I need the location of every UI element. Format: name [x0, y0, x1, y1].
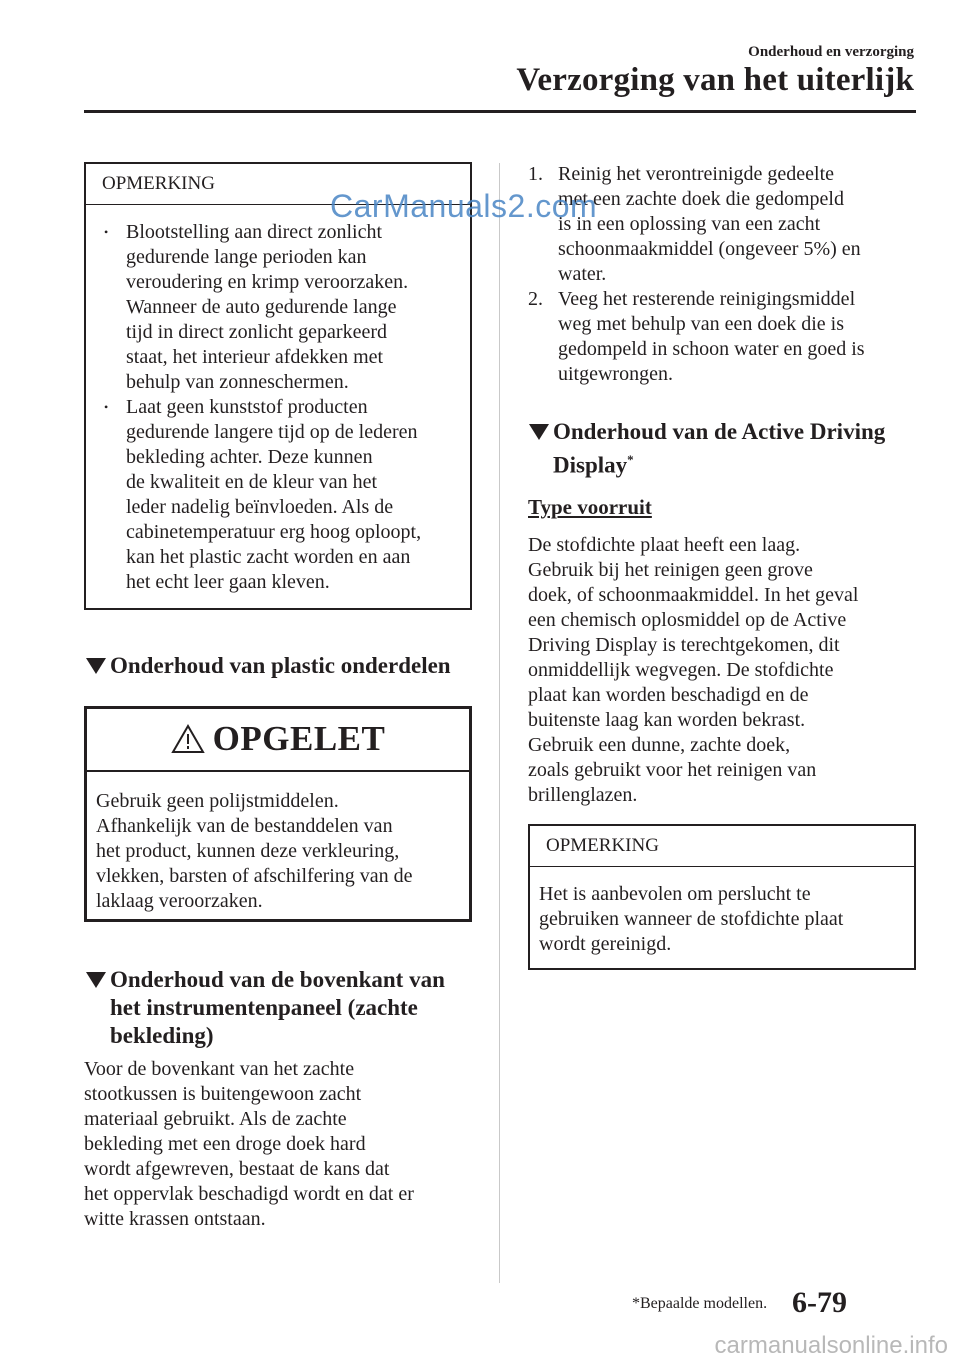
- page-number: 6-79: [792, 1286, 847, 1319]
- chapter-label: Onderhoud en verzorging: [748, 44, 914, 60]
- step-line: weg met behulp van een doek die is: [558, 313, 845, 335]
- note-line: Het is aanbevolen om perslucht te: [539, 883, 811, 905]
- note-line: gebruiken wanneer de stofdichte plaat: [539, 908, 844, 930]
- note-line: wordt gereinigd.: [539, 933, 672, 955]
- paragraph-line: het oppervlak beschadigd wordt en dat er: [84, 1183, 414, 1205]
- note-text: [539, 882, 843, 957]
- triangle-marker-icon: [529, 424, 549, 440]
- caution-line: Gebruik geen polijstmiddelen.: [96, 790, 339, 812]
- step-line: water.: [558, 263, 607, 285]
- section-heading-display: [529, 418, 919, 480]
- section-heading-text: Onderhoud van plastic onderdelen: [110, 653, 451, 678]
- asterisk-mark: *: [627, 452, 634, 467]
- step-line: gedompeld in schoon water en goed is: [558, 338, 865, 360]
- footnote: *Bepaalde modellen.: [632, 1295, 768, 1312]
- section-heading-line: Onderhoud van de bovenkant van: [110, 967, 445, 992]
- bullet-line: gedurende langere tijd op de lederen: [126, 421, 418, 443]
- bullet-item: • Laat geen kunststof producten gedurende langere tijd op de lederen bekleding achter. Deze kunnen de kwaliteit en de kleur van het leder nadelig beïnvloeden. Als de cabinetemperatuur erg hoog oploopt, kan het plastic zacht worden en aan het echt leer gaan kleven.: [104, 396, 422, 593]
- header-rule: [84, 110, 916, 113]
- paragraph-line: onmiddellijk wegvegen. De stofdichte: [528, 659, 834, 681]
- paragraph-line: zoals gebruikt voor het reinigen van: [528, 759, 817, 781]
- paragraph-line: een chemisch oplosmiddel op de Active: [528, 609, 847, 631]
- paragraph-line: brillenglazen.: [528, 784, 638, 806]
- section-heading-line: Display: [553, 452, 628, 478]
- watermark-carmanuals: CarManuals2.com: [330, 188, 598, 224]
- caution-divider: [87, 770, 469, 772]
- caution-box: [84, 706, 472, 922]
- watermark-footer: carmanualsonline.info: [714, 1332, 948, 1359]
- bullet-line: Laat geen kunststof producten: [126, 396, 368, 418]
- paragraph-line: materiaal gebruikt. Als de zachte: [84, 1108, 347, 1130]
- bullet-line: staat, het interieur afdekken met: [126, 346, 384, 368]
- step-line: is in een oplossing van een zacht: [558, 213, 821, 235]
- bullet-line: behulp van zonneschermen.: [126, 371, 349, 393]
- paragraph-line: De stofdichte plaat heeft een laag.: [528, 534, 801, 556]
- paragraph-line: plaat kan worden beschadigd en de: [528, 684, 809, 706]
- triangle-marker-icon: [86, 972, 106, 988]
- caution-line: het product, kunnen deze verkleuring,: [96, 840, 400, 862]
- paragraph-line: witte krassen ontstaan.: [84, 1208, 266, 1230]
- bullet-line: Wanneer de auto gedurende lange: [126, 296, 397, 318]
- section-heading-dashboard: [86, 966, 486, 1050]
- paragraph-line: Driving Display is terechtgekomen, dit: [528, 634, 840, 656]
- bullet-line: het echt leer gaan kleven.: [126, 571, 330, 593]
- note-divider: [530, 866, 914, 867]
- column-divider: [499, 163, 500, 1283]
- warning-triangle-icon: [171, 724, 205, 754]
- bullet-line: de kwaliteit en de kleur van het: [126, 471, 378, 493]
- caution-title: OPGELET: [212, 719, 386, 758]
- paragraph-line: Gebruik een dunne, zachte doek,: [528, 734, 791, 756]
- section-heading-line: Onderhoud van de Active Driving: [553, 419, 886, 444]
- caution-line: laklaag veroorzaken.: [96, 890, 263, 912]
- caution-text: [96, 789, 413, 914]
- step-line: uitgewrongen.: [558, 363, 673, 385]
- dashboard-paragraph: [84, 1057, 414, 1232]
- bullet-line: bekleding achter. Deze kunnen: [126, 446, 373, 468]
- bullet-item: • Blootstelling aan direct zonlicht gedurende lange perioden kan veroudering en krimp veroorzaken. Wanneer de auto gedurende lange tijd in direct zonlicht geparkeerd staat, het interieur afdekken met behulp van zonneschermen.: [104, 221, 409, 393]
- step-line: schoonmaakmiddel (ongeveer 5%) en: [558, 238, 861, 260]
- note-title: OPMERKING: [546, 835, 659, 856]
- paragraph-line: buitenste laag kan worden bekrast.: [528, 709, 806, 731]
- page-title: Verzorging van het uiterlijk: [516, 62, 914, 98]
- step-line: met een zachte doek die gedompeld: [558, 188, 844, 210]
- note-title: OPMERKING: [102, 173, 215, 194]
- triangle-marker-icon: [86, 658, 106, 674]
- caution-line: Afhankelijk van de bestanddelen van: [96, 815, 393, 837]
- step-number: 2.: [528, 288, 543, 310]
- paragraph-line: Voor de bovenkant van het zachte: [84, 1058, 355, 1080]
- section-heading-line: het instrumentenpaneel (zachte: [110, 995, 418, 1020]
- display-paragraph: [528, 533, 858, 808]
- note-bullets: [86, 220, 470, 595]
- step-item: [528, 287, 918, 387]
- bullet-line: leder nadelig beïnvloeden. Als de: [126, 496, 394, 518]
- bullet-line: Blootstelling aan direct zonlicht: [126, 221, 383, 243]
- paragraph-line: stootkussen is buitengewoon zacht: [84, 1083, 362, 1105]
- bullet-line: tijd in direct zonlicht geparkeerd: [126, 321, 388, 343]
- bullet-line: kan het plastic zacht worden en aan: [126, 546, 411, 568]
- bullet-line: gedurende lange perioden kan: [126, 246, 367, 268]
- paragraph-line: bekleding met een droge doek hard: [84, 1133, 366, 1155]
- paragraph-line: Gebruik bij het reinigen geen grove: [528, 559, 813, 581]
- section-heading-line: bekleding): [110, 1023, 214, 1048]
- bullet-line: cabinetemperatuur erg hoog oploopt,: [126, 521, 422, 543]
- caution-line: vlekken, barsten of afschilfering van de: [96, 865, 413, 887]
- note-box-1: [84, 162, 472, 610]
- bullet-line: veroudering en krimp veroorzaken.: [126, 271, 409, 293]
- step-line: Veeg het resterende reinigingsmiddel: [558, 288, 856, 310]
- subheading-type-voorruit: Type voorruit: [528, 495, 652, 519]
- paragraph-line: wordt afgewreven, bestaat de kans dat: [84, 1158, 390, 1180]
- caution-header: [87, 709, 469, 769]
- step-line: Reinig het verontreinigde gedeelte: [558, 163, 835, 185]
- paragraph-line: doek, of schoonmaakmiddel. In het geval: [528, 584, 859, 606]
- section-heading-plastic: [86, 652, 486, 680]
- step-number: 1.: [528, 163, 543, 185]
- note-box-2: [528, 824, 916, 970]
